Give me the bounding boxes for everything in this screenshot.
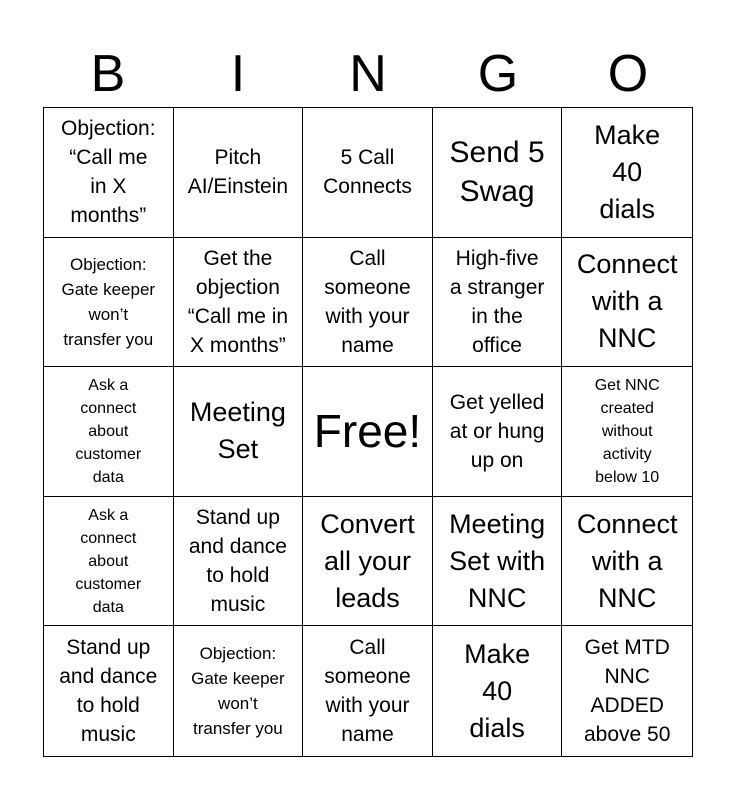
bingo-cell-text: Connect with a NNC [576,249,678,354]
bingo-cell-text: Meeting Set [189,397,286,465]
bingo-cell[interactable] [562,367,692,497]
bingo-cell[interactable] [303,367,433,497]
bingo-cell-text: Pitch AI/Einstein [187,146,289,199]
bingo-cell[interactable] [303,238,433,368]
bingo-cell[interactable] [433,238,563,368]
bingo-cell-text: Get NNC created without activity below 10 [594,376,660,486]
bingo-cell[interactable] [174,626,304,756]
bingo-cell-text: 5 Call Connects [323,146,412,199]
bingo-cell-text: Ask a connect about customer data [75,376,142,486]
header-letter-b: B [90,45,126,103]
bingo-cell[interactable] [303,108,433,238]
bingo-cell-text: Objection: Gate keeper won’t transfer you [191,644,285,739]
bingo-cell[interactable] [174,497,304,627]
bingo-cell[interactable] [174,367,304,497]
bingo-cell[interactable] [562,497,692,627]
bingo-card-grid [43,107,693,757]
bingo-cell[interactable] [174,238,304,368]
bingo-cell-text: Get yelled at or hung up on [449,390,545,472]
bingo-cell[interactable] [44,367,174,497]
bingo-cell-text: Stand up and dance to hold music [59,636,158,747]
bingo-cell[interactable] [44,626,174,756]
bingo-cell-text: Call someone with your name [324,636,411,747]
bingo-cell-text: Call someone with your name [324,246,411,357]
bingo-cell-text: Free! [313,405,422,458]
bingo-cell[interactable] [44,108,174,238]
bingo-cell-text: Objection: “Call me in X months” [61,117,156,228]
bingo-cell-text: Get MTD NNC ADDED above 50 [583,636,671,747]
bingo-cell[interactable] [433,497,563,627]
bingo-cell-text: Stand up and dance to hold music [188,506,287,617]
header-letter-g: G [477,45,519,103]
bingo-cell[interactable] [562,238,692,368]
bingo-cell-text: Make 40 dials [594,119,661,224]
bingo-cell[interactable] [44,238,174,368]
bingo-cell-text: Send 5 Swag [449,136,545,209]
bingo-cell[interactable] [562,108,692,238]
bingo-cell-text: Make 40 dials [464,638,531,743]
bingo-cell[interactable] [44,497,174,627]
bingo-cell[interactable] [562,626,692,756]
bingo-header [43,38,693,110]
bingo-cell-text: Convert all your leads [320,508,415,613]
header-letter-i: I [230,45,246,103]
bingo-cell-text: Ask a connect about customer data [75,506,142,616]
bingo-cell-text: Objection: Gate keeper won’t transfer you [61,254,156,349]
bingo-cell[interactable] [174,108,304,238]
bingo-cell[interactable] [303,626,433,756]
bingo-cell-text: High-five a stranger in the office [449,246,545,357]
bingo-cell-text: Meeting Set with NNC [449,508,546,613]
bingo-cell[interactable] [433,108,563,238]
bingo-cell[interactable] [433,626,563,756]
header-letter-o: O [607,45,649,103]
bingo-cell-text: Get the objection “Call me in X months” [187,246,289,357]
header-letter-n: N [349,45,387,103]
bingo-cell[interactable] [433,367,563,497]
bingo-cell[interactable] [303,497,433,627]
bingo-cell-text: Connect with a NNC [576,508,678,613]
